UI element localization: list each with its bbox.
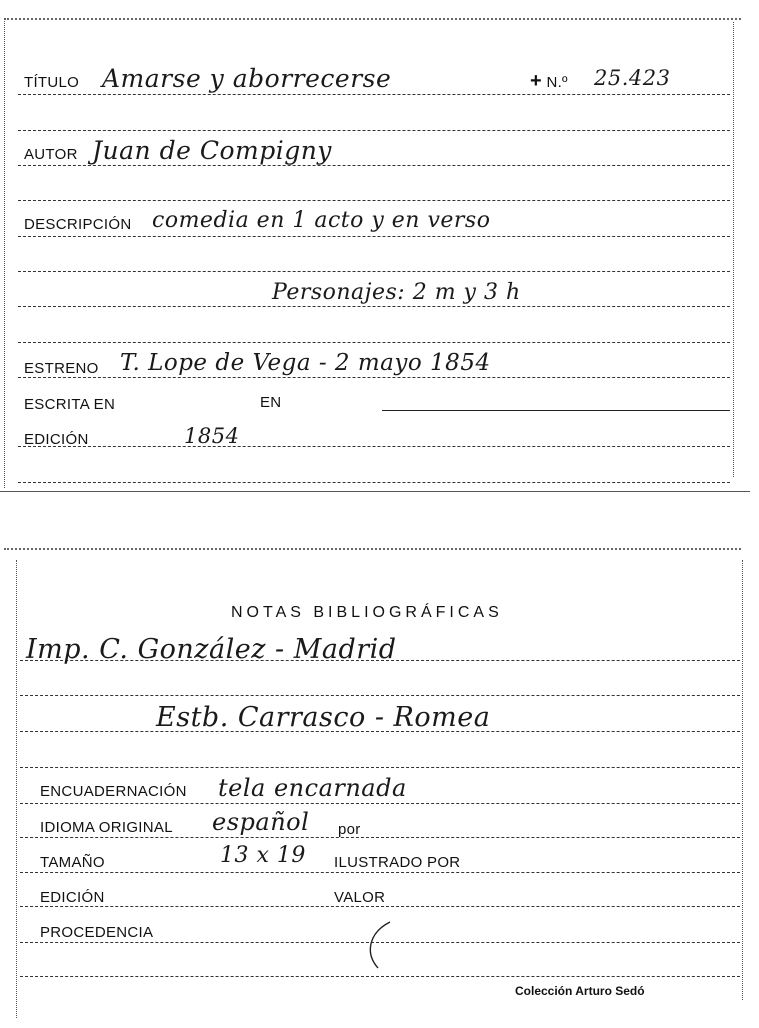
card-separator [0,491,750,492]
ruled-line [18,446,730,447]
illustrated-by-label: ILUSTRADO POR [334,854,461,871]
card-left-edge [4,18,5,488]
premiere-label: ESTRENO [24,360,99,377]
written-in-en-label: EN [260,394,282,411]
ruled-line [382,410,730,411]
characters-value: Personajes: 2 m y 3 h [272,280,521,305]
premiere-value: T. Lope de Vega - 2 mayo 1854 [120,350,491,376]
bibliographic-notes-heading: NOTAS BIBLIOGRÁFICAS [231,604,503,621]
ruled-line [18,271,730,272]
ruled-line [20,767,740,768]
number-prefix [530,70,568,93]
ruled-line [18,482,730,483]
number-label: N.º [546,74,568,91]
size-label: TAMAÑO [40,854,105,871]
plus-mark: + [530,70,542,92]
ruled-line [18,236,730,237]
binding-label: ENCUADERNACIÓN [40,783,187,800]
catalog-card-front [0,0,759,500]
size-value: 13 x 19 [220,843,306,868]
written-in-label: ESCRITA EN [24,396,116,413]
collection-footer: Colección Arturo Sedó [515,984,645,998]
author-label: AUTOR [24,146,78,163]
description-label: DESCRIPCIÓN [24,216,132,233]
ruled-line [18,377,730,378]
ruled-line [18,200,730,201]
author-value: Juan de Compigny [92,136,332,165]
number-value: 25.423 [594,66,671,90]
ruled-line [20,695,740,696]
card-top-edge [4,548,741,554]
ruled-line [18,94,730,95]
provenance-label: PROCEDENCIA [40,924,154,941]
ruled-line [20,803,740,804]
note-printer: Imp. C. González - Madrid [26,634,397,665]
ink-stroke-mark [360,918,400,974]
ruled-line [18,165,730,166]
original-language-label: IDIOMA ORIGINAL [40,819,173,836]
card-right-edge [742,560,743,1000]
title-value: Amarse y aborrecerse [102,64,392,93]
card-left-edge [16,560,17,1018]
by-label: por [338,821,361,838]
ruled-line [20,837,740,838]
edition-label: EDICIÓN [24,431,89,448]
card-right-edge [733,22,734,477]
ruled-line [18,130,730,131]
ruled-line [20,976,740,977]
ruled-line [18,306,730,307]
edition-value: 1854 [184,424,240,448]
edition-label: EDICIÓN [40,889,105,906]
note-establishment: Estb. Carrasco - Romea [156,702,491,733]
original-language-value: español [212,808,310,836]
ruled-line [18,342,730,343]
binding-value: tela encarnada [218,774,407,802]
title-label: TÍTULO [24,74,80,91]
value-label: VALOR [334,889,386,906]
description-value: comedia en 1 acto y en verso [152,208,491,233]
catalog-card-back [0,538,759,1028]
ruled-line [20,872,740,873]
ruled-line [20,906,740,907]
card-top-edge [4,18,741,24]
